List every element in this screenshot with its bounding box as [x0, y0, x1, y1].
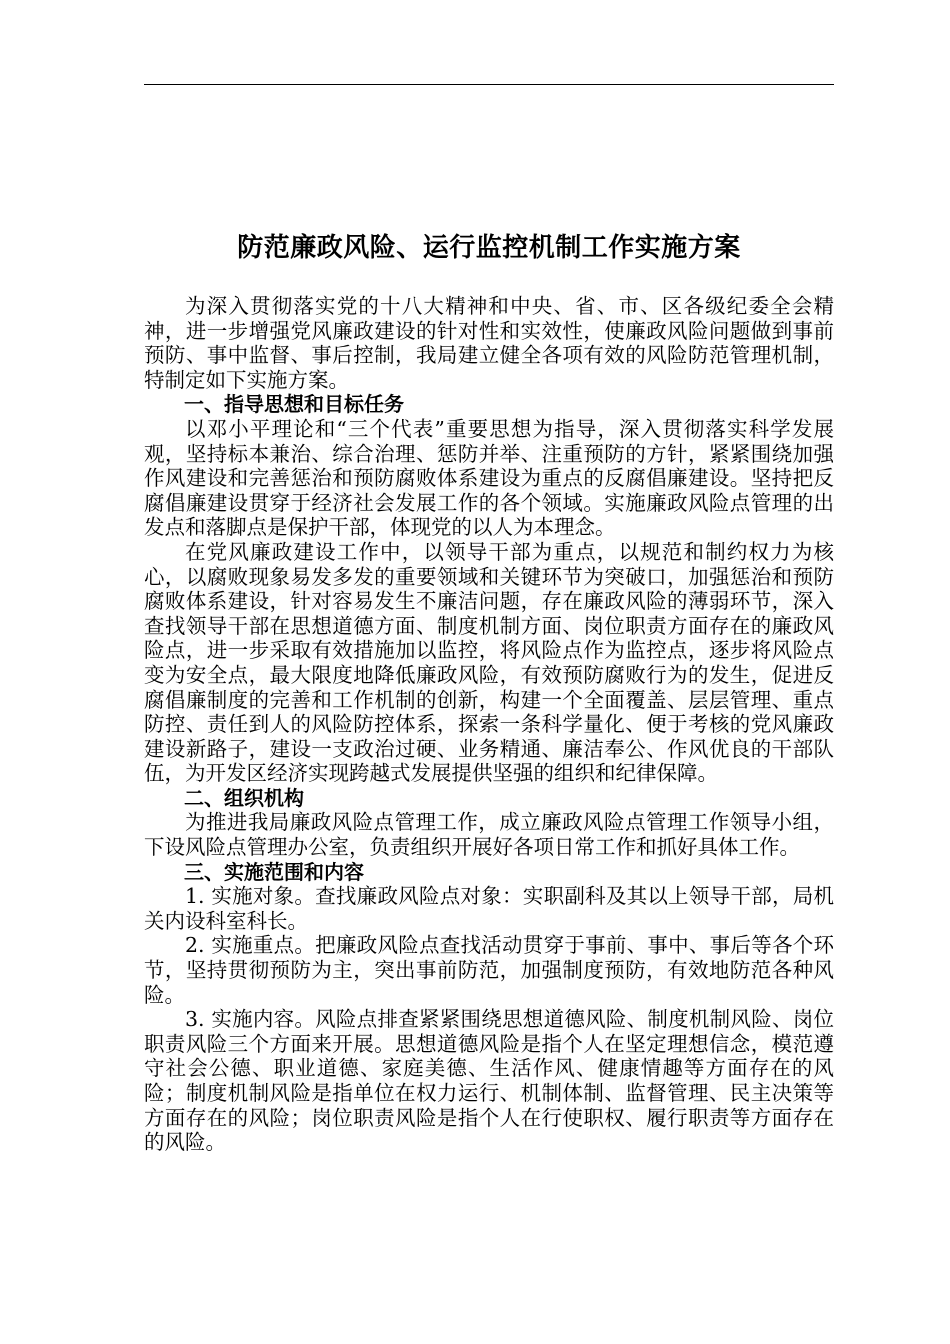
section-heading-scope-content: 三、实施范围和内容 — [184, 859, 364, 884]
section3-item-2: 2. 实施重点。把廉政风险点查找活动贯穿于事前、事中、事后等各个环节，坚持贯彻预防为主，突出事前防范，加强制度预防，有效地防范各种风险。 — [144, 933, 834, 1007]
section-heading-guiding-principles: 一、指导思想和目标任务 — [184, 392, 404, 417]
section2-paragraph-1: 为推进我局廉政风险点管理工作，成立廉政风险点管理工作领导小组，下设风险点管理办公室，负责组织开展好各项日常工作和抓好具体工作。 — [144, 810, 834, 860]
header-rule — [144, 84, 834, 85]
section-heading-organization: 二、组织机构 — [184, 785, 304, 810]
document-title: 防范廉政风险、运行监控机制工作实施方案 — [237, 233, 741, 263]
section3-item-1: 1. 实施对象。查找廉政风险点对象：实职副科及其以上领导干部，局机关内设科室科长。 — [144, 884, 834, 933]
section3-item-3: 3. 实施内容。风险点排查紧紧围绕思想道德风险、制度机制风险、岗位职责风险三个方面来开展。思想道德风险是指个人在坚定理想信念，模范遵守社会公德、职业道德、家庭美德、生活作风、健康情趣等方面存在的风险；制度机制风险是指单位在权力运行、机制体制、监督管理、民主决策等方面存在的风险；岗位职责风险是指个人在行使职权、履行职责等方面存在的风险。 — [144, 1007, 834, 1155]
section1-paragraph-1: 以邓小平理论和“三个代表”重要思想为指导，深入贯彻落实科学发展观，坚持标本兼治、综合治理、惩防并举、注重预防的方针，紧紧围绕加强作风建设和完善惩治和预防腐败体系建设为重点的反腐倡廉建设。坚持把反腐倡廉建设贯穿于经济社会发展工作的各个领域。实施廉政风险点管理的出发点和落脚点是保护干部，体现党的以人为本理念。 — [144, 416, 834, 540]
intro-paragraph: 为深入贯彻落实党的十八大精神和中央、省、市、区各级纪委全会精神，进一步增强党风廉政建设的针对性和实效性，使廉政风险问题做到事前预防、事中监督、事后控制，我局建立健全各项有效的风险防范管理机制，特制定如下实施方案。 — [144, 294, 834, 392]
section1-paragraph-2: 在党风廉政建设工作中，以领导干部为重点，以规范和制约权力为核心，以腐败现象易发多发的重要领域和关键环节为突破口，加强惩治和预防腐败体系建设，针对容易发生不廉洁问题，存在廉政风险的薄弱环节，深入查找领导干部在思想道德方面、制度机制方面、岗位职责方面存在的廉政风险点，进一步采取有效措施加以监控，将风险点作为监控点，逐步将风险点变为安全点，最大限度地降低廉政风险，有效预防腐败行为的发生，促进反腐倡廉制度的完善和工作机制的创新，构建一个全面覆盖、层层管理、重点防控、责任到人的风险防控体系，探索一条科学量化、便于考核的党风廉政建设新路子，建设一支政治过硬、业务精通、廉洁奉公、作风优良的干部队伍，为开发区经济实现跨越式发展提供坚强的组织和纪律保障。 — [144, 539, 834, 786]
document-body — [144, 294, 834, 1155]
